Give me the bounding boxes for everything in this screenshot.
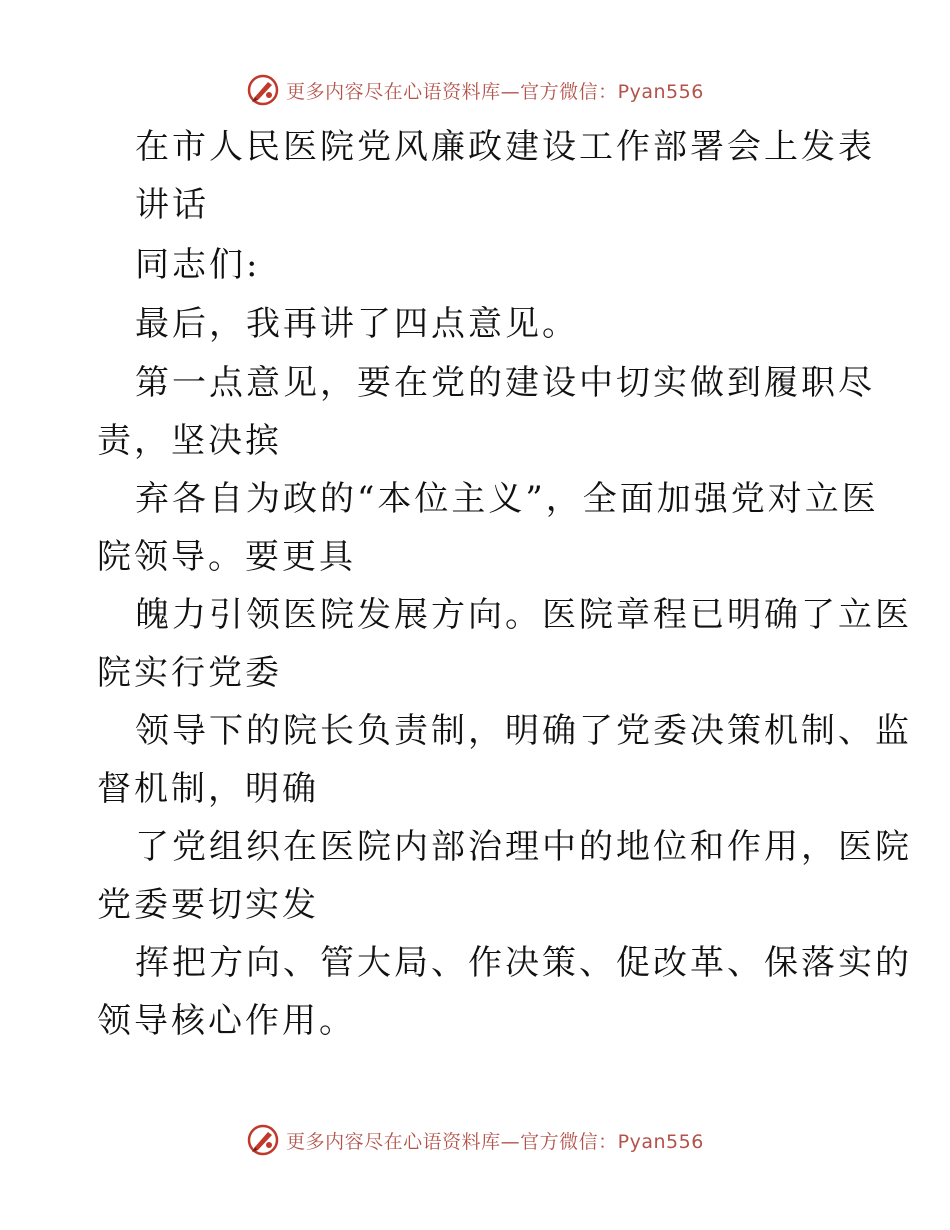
paragraph-line: 第一点意见，要在党的建设中切实做到履职尽 xyxy=(135,363,875,403)
paragraph-line: 领导核心作用。 xyxy=(97,1001,356,1041)
paragraph-line: 最后，我再讲了四点意见。 xyxy=(135,304,579,344)
paragraph-line: 督机制，明确 xyxy=(97,769,319,809)
paragraph-line: 魄力引领医院发展方向。医院章程已明确了立医 xyxy=(135,595,912,635)
banner-text: 更多内容尽在心语资料库—官方微信：Pyan556 xyxy=(286,80,704,103)
paragraph-line: 院实行党委 xyxy=(97,653,282,693)
paragraph-line: 挥把方向、管大局、作决策、促改革、保落实的 xyxy=(135,943,912,983)
salutation: 同志们: xyxy=(135,245,261,285)
paragraph-line: 党委要切实发 xyxy=(97,885,319,925)
document-title-line: 在市人民医院党风廉政建设工作部署会上发表 xyxy=(135,127,875,167)
paragraph-line: 领导下的院长负责制，明确了党委决策机制、监 xyxy=(135,711,912,751)
pen-logo-icon xyxy=(246,73,280,107)
paragraph-line: 弃各自为政的“本位主义”，全面加强党对立医 xyxy=(135,479,879,519)
paragraph-line: 责，坚决摈 xyxy=(97,421,282,461)
banner-text: 更多内容尽在心语资料库—官方微信：Pyan556 xyxy=(286,1130,704,1153)
paragraph-line: 了党组织在医院内部治理中的地位和作用，医院 xyxy=(135,827,912,867)
footer-banner xyxy=(0,1120,950,1160)
document-title-line: 讲话 xyxy=(135,185,209,225)
header-banner xyxy=(0,70,950,110)
pen-logo-icon xyxy=(246,1123,280,1157)
paragraph-line: 院领导。要更具 xyxy=(97,537,356,577)
